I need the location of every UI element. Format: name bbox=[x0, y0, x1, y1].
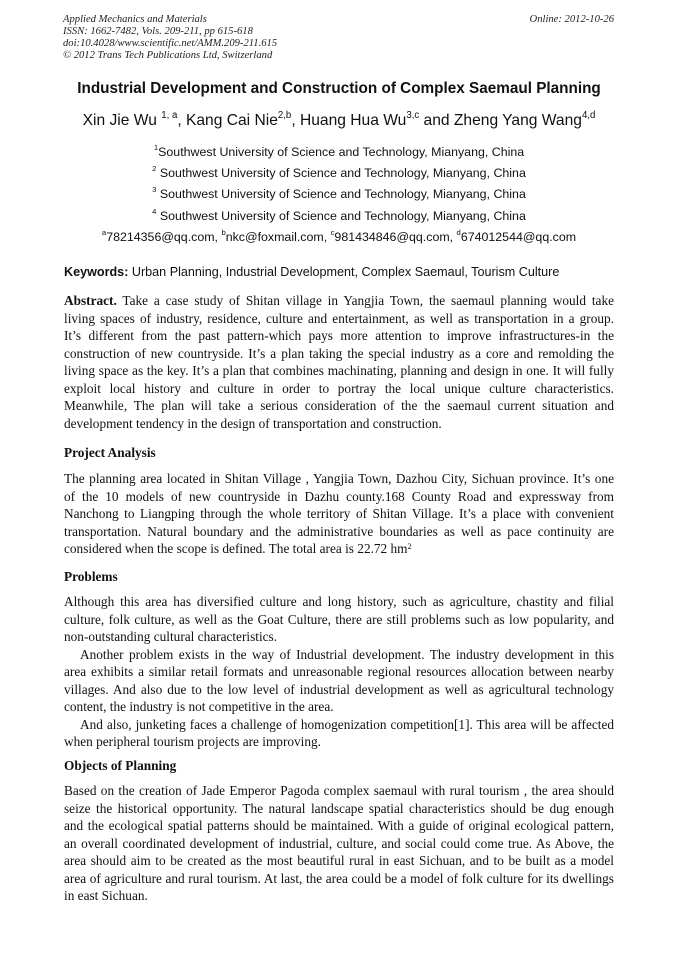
copyright: © 2012 Trans Tech Publications Ltd, Switzerland bbox=[63, 50, 273, 61]
line-text: area of agriculture and rural tourism. At last, the area could be a model of folk culture for its dwellings bbox=[64, 870, 614, 886]
line-text: And also, junketing faces a challenge of homogenization competition[1]. This area will be affected bbox=[80, 716, 614, 732]
affiliation bbox=[0, 166, 678, 180]
text-line bbox=[64, 345, 614, 363]
text-line bbox=[64, 628, 614, 646]
affiliation-superscript: 2 bbox=[152, 164, 157, 174]
journal-name: Applied Mechanics and Materials bbox=[63, 14, 207, 25]
affiliation-text: Southwest University of Science and Technology, Mianyang, China bbox=[156, 166, 526, 181]
separator: , bbox=[214, 230, 222, 244]
line-text: culture, folk culture, as well as the Goat Culture, there are still problems such as low popularity, and bbox=[64, 611, 614, 627]
separator: and bbox=[419, 112, 454, 129]
journal-header bbox=[63, 14, 277, 62]
section-heading: Objects of Planning bbox=[64, 758, 177, 773]
line-text: an overall coordinated development of industrial, culture, and social could come true. As Above, the bbox=[64, 835, 614, 851]
section-heading: Project Analysis bbox=[64, 445, 156, 460]
paper-title: Industrial Development and Construction of Complex Saemaul Planning bbox=[77, 80, 601, 97]
text-line bbox=[64, 415, 614, 433]
abstract-label: Abstract. bbox=[64, 293, 117, 308]
author-superscript: 3,c bbox=[406, 110, 420, 121]
text-line bbox=[64, 310, 614, 328]
text-line bbox=[64, 698, 614, 716]
line-text: seize the historical opportunity. The natural landscape spatial characteristics should be dug enough bbox=[64, 800, 614, 816]
email-address: nkc@foxmail.com bbox=[225, 230, 324, 244]
author-name: Huang Hua Wu bbox=[299, 112, 407, 129]
text-line bbox=[64, 593, 614, 611]
text-line bbox=[64, 523, 614, 541]
line-text: Meanwhile, The plan will take a serious consideration of the the saemaul current situation and bbox=[64, 398, 614, 413]
section-body bbox=[64, 470, 614, 558]
author-name: Kang Cai Nie bbox=[185, 112, 278, 129]
text-line bbox=[64, 733, 614, 751]
email-address: 674012544@qq.com bbox=[460, 230, 577, 244]
affiliation bbox=[0, 206, 678, 223]
separator: , bbox=[177, 112, 186, 129]
affiliation bbox=[0, 145, 678, 159]
text-line bbox=[64, 505, 614, 523]
section-body bbox=[64, 593, 614, 751]
author-superscript: 1, a bbox=[161, 110, 178, 121]
line-text: exploit local history and culture in order to portray the local unique culture characteristics. bbox=[64, 380, 614, 396]
affiliation bbox=[0, 187, 678, 201]
line-text: living spaces of industry, residence, culture and entertainment, as well as transportation in a group. bbox=[64, 310, 614, 326]
separator: , bbox=[323, 230, 331, 244]
author-superscript: 2,b bbox=[277, 110, 292, 121]
text-line bbox=[64, 852, 614, 870]
line-text: in east Sichuan. bbox=[64, 888, 148, 903]
affiliation-superscript: 3 bbox=[152, 185, 157, 195]
affiliation-text: Southwest University of Science and Technology, Mianyang, China bbox=[156, 208, 526, 223]
email-address: 981434846@qq.com bbox=[334, 230, 450, 244]
text-line bbox=[64, 488, 614, 506]
issn: ISSN: 1662-7482, Vols. 209-211, pp 615-618 bbox=[63, 26, 253, 37]
text-line bbox=[64, 835, 614, 853]
section-body bbox=[64, 782, 614, 905]
affiliation-superscript: 4 bbox=[152, 206, 157, 216]
online-date: Online: 2012-10-26 bbox=[529, 14, 614, 25]
author-name: Xin Jie Wu bbox=[82, 112, 162, 129]
line-text: development tendency in the design of transportation and construction. bbox=[64, 415, 442, 431]
text-line bbox=[64, 663, 614, 681]
line-text: transportation. Natural boundary and the administrative boundaries as well as pace continuity are bbox=[64, 523, 614, 539]
author-list bbox=[0, 112, 678, 130]
author-name: Zheng Yang Wang bbox=[453, 112, 582, 129]
doi: doi:10.4028/www.scientific.net/AMM.209-211.615 bbox=[63, 38, 278, 49]
text-line bbox=[64, 681, 614, 699]
line-text: area exhibits a similar retail formats and unreasonable regional resources allocation between nearby bbox=[64, 664, 614, 679]
text-line bbox=[64, 540, 614, 558]
superscript: 2 bbox=[407, 542, 412, 551]
line-text: Although this area has diversified culture and long history, such as agriculture, chastity and filial bbox=[64, 594, 614, 609]
separator: , bbox=[291, 112, 300, 129]
email-superscript: d bbox=[456, 228, 461, 237]
text-line bbox=[64, 362, 614, 380]
line-text: living space as the key. It’s a plan that combines machinating, planning and design in one. It will fully bbox=[64, 363, 614, 378]
text-line bbox=[64, 397, 614, 415]
line-text: non-outstanding cultural characteristics. bbox=[64, 629, 278, 644]
text-line bbox=[64, 887, 614, 905]
email-superscript: c bbox=[330, 228, 335, 237]
text-line bbox=[64, 470, 614, 488]
text-line bbox=[64, 870, 614, 888]
text-line bbox=[64, 292, 614, 310]
text-line bbox=[64, 716, 614, 734]
line-text: Based on the creation of Jade Emperor Pagoda complex saemaul with rural tourism , the area should bbox=[64, 783, 614, 798]
text-line bbox=[64, 327, 614, 345]
author-superscript: 4,d bbox=[581, 110, 596, 121]
line-text: villages. And also due to the low level of industrial development as well as agricultural technology bbox=[64, 681, 614, 697]
text-line bbox=[64, 611, 614, 629]
keywords-text: Urban Planning, Industrial Development, Complex Saemaul, Tourism Culture bbox=[128, 265, 560, 279]
keywords-label: Keywords: bbox=[64, 265, 129, 279]
email-list bbox=[0, 230, 678, 244]
affiliation-text: Southwest University of Science and Technology, Mianyang, China bbox=[158, 145, 525, 159]
affiliation-text: Southwest University of Science and Technology, Mianyang, China bbox=[156, 187, 526, 202]
line-text: Another problem exists in the way of Industrial development. The industry development in this bbox=[80, 646, 614, 662]
text-line bbox=[64, 800, 614, 818]
email-superscript: b bbox=[221, 228, 226, 237]
keywords bbox=[64, 265, 559, 279]
email-address: 78214356@qq.com bbox=[106, 230, 215, 244]
affiliation-superscript: 1 bbox=[153, 143, 159, 152]
line-text: construction of new countryside. It’s a plan taking the special industry as a core and remolding the bbox=[64, 345, 614, 361]
email-superscript: a bbox=[101, 228, 107, 237]
line-text: of the 10 models of new countryside in Dazhu county.168 County Road and expressway from bbox=[64, 488, 614, 504]
line-text: and the ecological spatial patterns should be maintained. With a guide of original ecological pattern, bbox=[64, 818, 614, 833]
separator: , bbox=[449, 230, 457, 244]
line-text: area should aim to be created as the most beautiful rural in east Sichuan, and to be built as a model bbox=[64, 853, 614, 868]
line-text: Take a case study of Shitan village in Yangjia Town, the saemaul planning would take bbox=[116, 293, 614, 308]
abstract bbox=[64, 292, 614, 432]
line-text: It’s different from the past pattern-which pays more attention to improve infrastructures-in the bbox=[64, 328, 614, 343]
text-line bbox=[64, 782, 614, 800]
section-heading: Problems bbox=[64, 569, 118, 584]
line-text: The planning area located in Shitan Village , Yangjia Town, Dazhou City, Sichuan province. It’s one bbox=[64, 471, 614, 486]
text-line bbox=[64, 817, 614, 835]
text-line bbox=[64, 646, 614, 664]
line-text: Nanchong to Liangping through the whole territory of Shitan Village. It’s a place with convenient bbox=[64, 506, 614, 521]
text-line bbox=[64, 380, 614, 398]
line-text: when peripheral tourism projects are improving. bbox=[64, 734, 321, 749]
line-text: considered when the scope is defined. The total area is 22.72 hm bbox=[64, 541, 408, 556]
line-text: content, the industry is not competitive in the area. bbox=[64, 699, 334, 714]
